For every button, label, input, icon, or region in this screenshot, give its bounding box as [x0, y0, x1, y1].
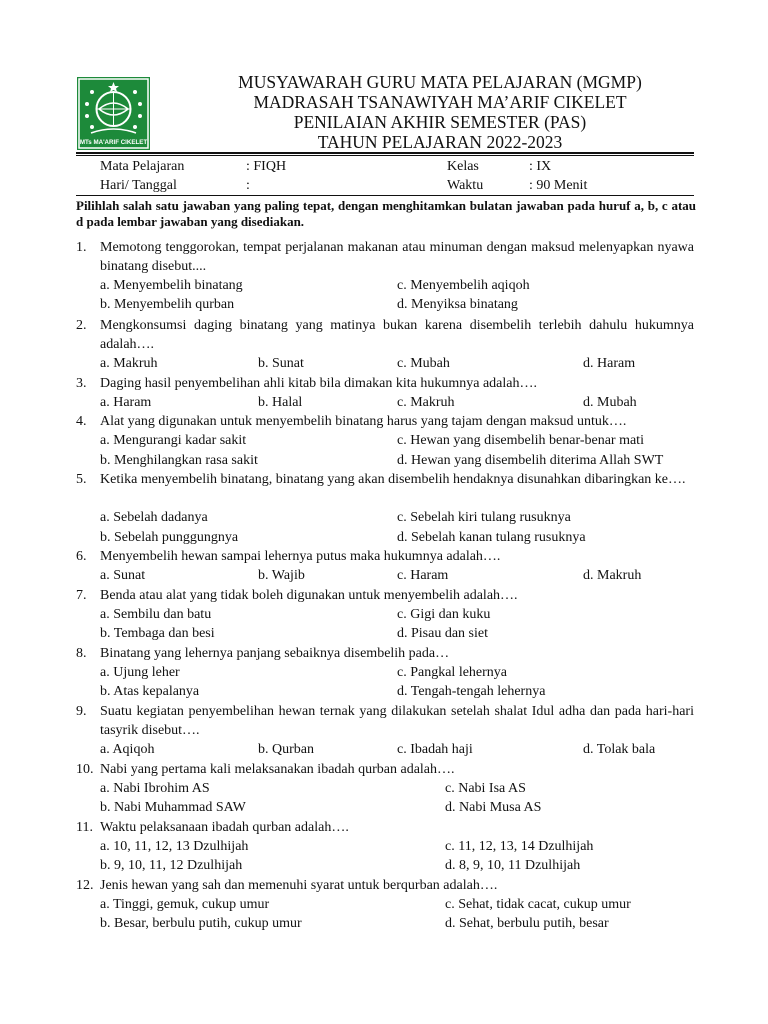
logo-text: MTs MA'ARIF CIKELET: [79, 139, 148, 146]
option-a: a. Makruh: [100, 356, 158, 371]
question-number: 3.: [76, 376, 87, 391]
option-d: d. 8, 9, 10, 11 Dzulhijah: [445, 858, 581, 873]
question-number: 6.: [76, 549, 87, 564]
school-logo: [77, 77, 150, 150]
question-number: 1.: [76, 240, 87, 255]
option-c: c. Ibadah haji: [397, 742, 473, 757]
option-d: d. Nabi Musa AS: [445, 800, 542, 815]
class-label: Kelas: [447, 159, 479, 174]
option-d: d. Sehat, berbulu putih, besar: [445, 916, 609, 931]
option-a: a. Ujung leher: [100, 665, 180, 680]
option-b: b. Atas kepalanya: [100, 684, 200, 699]
option-d: d. Tolak bala: [583, 742, 656, 757]
option-d: d. Sebelah kanan tulang rusuknya: [397, 530, 586, 545]
option-d: d. Mubah: [583, 395, 637, 410]
question-number: 9.: [76, 704, 87, 719]
option-a: a. Haram: [100, 395, 152, 410]
option-a: a. Sunat: [100, 568, 146, 583]
option-b: b. Menyembelih qurban: [100, 297, 235, 312]
option-a: a. Sebelah dadanya: [100, 510, 208, 525]
option-c: c. Pangkal lehernya: [397, 665, 508, 680]
question-text: Daging hasil penyembelihan ahli kitab bila dimakan kita hukumnya adalah….: [100, 376, 537, 391]
question-number: 12.: [76, 878, 94, 893]
question-number: 8.: [76, 646, 87, 661]
option-c: c. Nabi Isa AS: [445, 781, 526, 796]
option-b: b. Halal: [258, 395, 303, 410]
option-d: d. Pisau dan siet: [397, 626, 488, 641]
option-a: a. Nabi Ibrohim AS: [100, 781, 210, 796]
option-b: b. Sunat: [258, 356, 304, 371]
option-b: b. Nabi Muhammad SAW: [100, 800, 246, 815]
instructions: Pilihlah salah satu jawaban yang paling tepat, dengan menghitamkan bulatan jawaban pada huruf a, b, c atau d pada lembar jawaban yang disediakan.: [76, 198, 696, 229]
header-rule-top: [76, 152, 694, 154]
question-number: 10.: [76, 762, 94, 777]
question-number: 5.: [76, 472, 87, 487]
question-text: Menyembelih hewan sampai lehernya putus maka hukumnya adalah….: [100, 549, 501, 564]
option-b: b. Besar, berbulu putih, cukup umur: [100, 916, 302, 931]
option-c: c. Menyembelih aqiqoh: [397, 278, 530, 293]
option-d: d. Haram: [583, 356, 636, 371]
header-rule-bottom: [76, 155, 694, 156]
header-exam: PENILAIAN AKHIR SEMESTER (PAS): [293, 112, 587, 132]
option-c: c. Gigi dan kuku: [397, 607, 491, 622]
option-a: a. Mengurangi kadar sakit: [100, 433, 247, 448]
question-text: Benda atau alat yang tidak boleh digunakan untuk menyembelih adalah….: [100, 588, 518, 603]
question-text: Suatu kegiatan penyembelihan hewan ternak yang dilakukan setelah shalat Idul adha dan pada hari-hari tasyrik disebut….: [100, 704, 694, 738]
question-text: Alat yang digunakan untuk menyembelih binatang harus yang tajam dengan maksud untuk….: [100, 414, 627, 429]
option-a: a. Menyembelih binatang: [100, 278, 243, 293]
option-c: c. Hewan yang disembelih benar-benar mati: [397, 433, 644, 448]
question-number: 2.: [76, 318, 87, 333]
option-c: c. Makruh: [397, 395, 455, 410]
question-text: Ketika menyembelih binatang, binatang yang akan disembelih hendaknya disunahkan dibaringkan ke….: [100, 472, 686, 487]
header-year: TAHUN PELAJARAN 2022-2023: [317, 132, 563, 152]
option-c: c. Mubah: [397, 356, 450, 371]
date-label: Hari/ Tanggal: [100, 178, 177, 193]
option-d: d. Hewan yang disembelih diterima Allah SWT: [397, 453, 664, 468]
question-number: 7.: [76, 588, 87, 603]
date-value: :: [246, 178, 250, 193]
option-d: d. Menyiksa binatang: [397, 297, 518, 312]
option-c: c. 11, 12, 13, 14 Dzulhijah: [445, 839, 594, 854]
question-text: Jenis hewan yang sah dan memenuhi syarat untuk berqurban adalah….: [100, 878, 498, 893]
option-d: d. Makruh: [583, 568, 642, 583]
question-text: Nabi yang pertama kali melaksanakan ibadah qurban adalah….: [100, 762, 455, 777]
time-value: : 90 Menit: [529, 178, 588, 193]
option-b: b. Sebelah punggungnya: [100, 530, 239, 545]
option-a: a. Tinggi, gemuk, cukup umur: [100, 897, 270, 912]
question-text: Binatang yang lehernya panjang sebaiknya disembelih pada…: [100, 646, 450, 661]
question-number: 11.: [76, 820, 93, 835]
option-a: a. Sembilu dan batu: [100, 607, 212, 622]
info-rule: [76, 195, 694, 196]
option-c: c. Sehat, tidak cacat, cukup umur: [445, 897, 631, 912]
option-b: b. Menghilangkan rasa sakit: [100, 453, 258, 468]
option-b: b. Wajib: [258, 568, 305, 583]
option-c: c. Sebelah kiri tulang rusuknya: [397, 510, 571, 525]
option-d: d. Tengah-tengah lehernya: [397, 684, 546, 699]
class-value: : IX: [529, 159, 552, 174]
question-text: Mengkonsumsi daging binatang yang matinya bukan karena disembelih terlebih dahulu hukumnya adalah….: [100, 318, 694, 352]
option-b: b. 9, 10, 11, 12 Dzulhijah: [100, 858, 243, 873]
question-text: Waktu pelaksanaan ibadah qurban adalah….: [100, 820, 349, 835]
option-b: b. Tembaga dan besi: [100, 626, 215, 641]
subject-value: : FIQH: [246, 159, 287, 174]
question-number: 4.: [76, 414, 87, 429]
subject-label: Mata Pelajaran: [100, 159, 185, 174]
option-c: c. Haram: [397, 568, 449, 583]
option-a: a. Aqiqoh: [100, 742, 155, 757]
option-a: a. 10, 11, 12, 13 Dzulhijah: [100, 839, 249, 854]
header-school: MADRASAH TSANAWIYAH MA’ARIF CIKELET: [253, 92, 627, 112]
time-label: Waktu: [447, 178, 484, 193]
question-text: Memotong tenggorokan, tempat perjalanan makanan atau minuman dengan maksud melenyapkan nyawa binatang disebut....: [100, 240, 694, 274]
option-b: b. Qurban: [258, 742, 314, 757]
header-organization: MUSYAWARAH GURU MATA PELAJARAN (MGMP): [238, 72, 642, 92]
